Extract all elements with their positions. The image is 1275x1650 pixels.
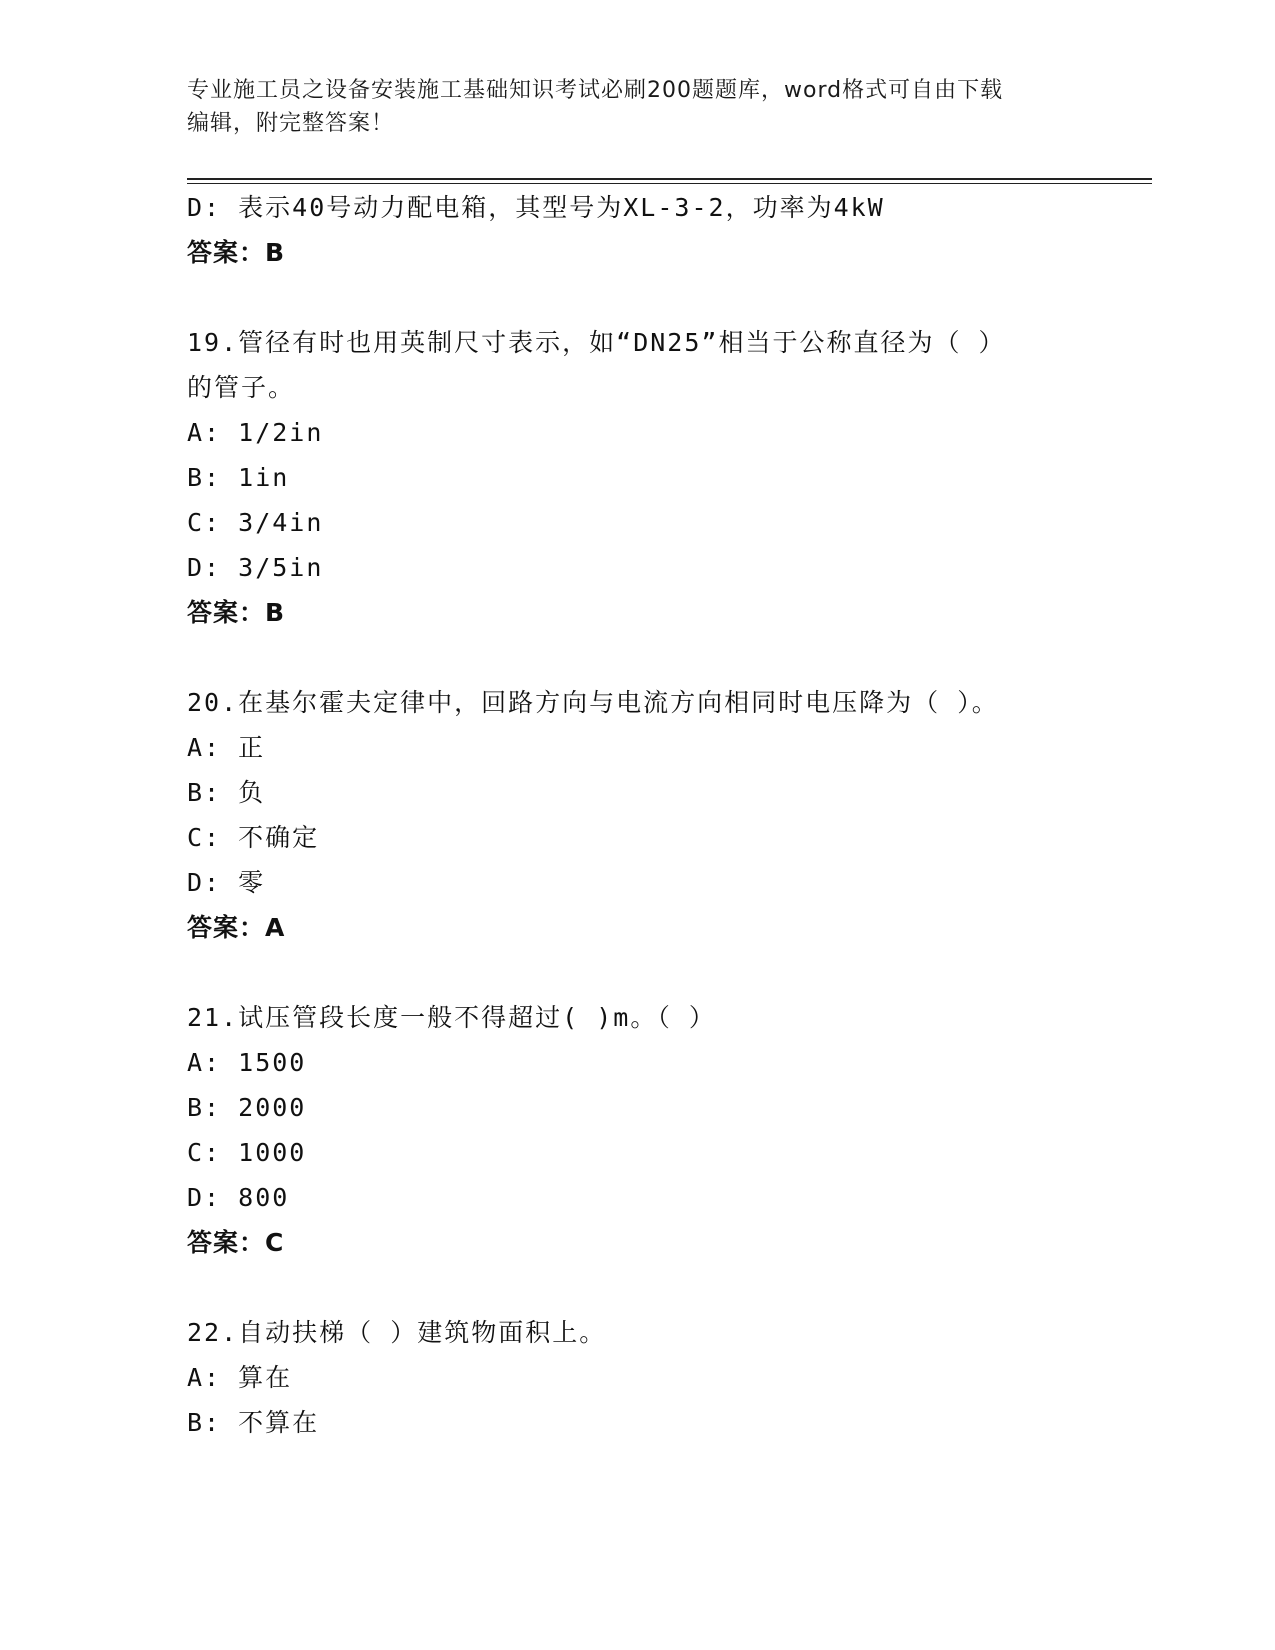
q20-stem: 20.在基尔霍夫定律中，回路方向与电流方向相同时电压降为（ ）。: [187, 688, 999, 717]
q21-option-a: A: 1500: [187, 1048, 307, 1077]
header-title-line-1: 专业施工员之设备安装施工基础知识考试必刷200题题库，word格式可自由下载: [187, 78, 1004, 103]
q21-stem: 21.试压管段长度一般不得超过( )m。（ ）: [187, 1003, 716, 1032]
q21-option-b: B: 2000: [187, 1093, 307, 1122]
q19-option-c: C: 3/4in: [187, 508, 324, 537]
q22-option-b: B: 不算在: [187, 1408, 320, 1437]
q20-option-c: C: 不确定: [187, 823, 320, 852]
q21-option-d: D: 800: [187, 1183, 290, 1212]
q22-option-a: A: 算在: [187, 1363, 293, 1392]
document-header: [187, 74, 1067, 140]
q21-answer: 答案：C: [187, 1228, 285, 1257]
header-divider-thick: [187, 178, 1152, 180]
q19-option-b: B: 1in: [187, 463, 290, 492]
q18-option-d: D: 表示40号动力配电箱，其型号为XL-3-2，功率为4kW: [187, 193, 885, 222]
q21-option-c: C: 1000: [187, 1138, 307, 1167]
q20-option-b: B: 负: [187, 778, 266, 807]
header-title-line-2: 编辑，附完整答案！: [187, 111, 395, 136]
q20-option-d: D: 零: [187, 868, 266, 897]
q22-stem: 22.自动扶梯（ ）建筑物面积上。: [187, 1318, 607, 1347]
q19-option-d: D: 3/5in: [187, 553, 324, 582]
header-divider-thin: [187, 183, 1152, 184]
q19-option-a: A: 1/2in: [187, 418, 324, 447]
q20-option-a: A: 正: [187, 733, 266, 762]
q19-stem-line-1: 19.管径有时也用英制尺寸表示，如“DN25”相当于公称直径为（ ）: [187, 328, 1006, 357]
q20-answer: 答案：A: [187, 913, 286, 942]
q19-stem-line-2: 的管子。: [187, 373, 296, 402]
q19-answer: 答案：B: [187, 598, 286, 627]
q18-answer: 答案：B: [187, 238, 286, 267]
